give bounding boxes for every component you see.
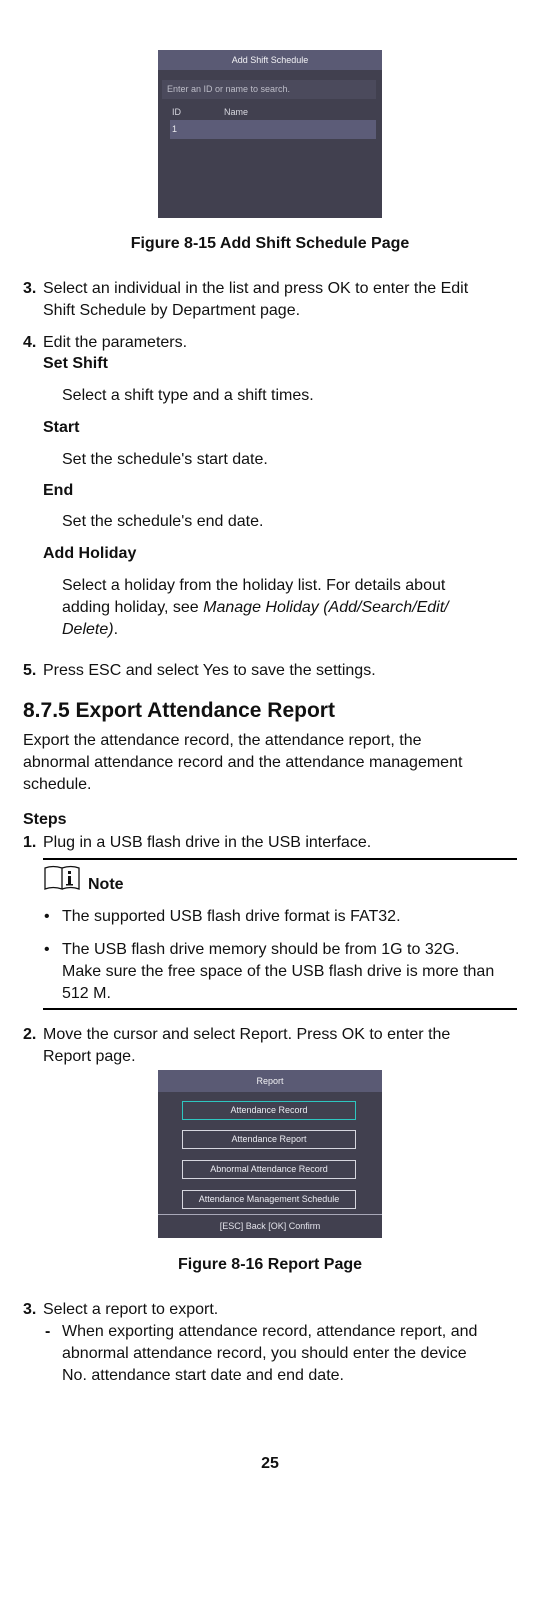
step-text: Select a report to export. [43, 1301, 219, 1318]
param-label: Add Holiday [43, 545, 137, 562]
step-number: 3. [23, 1301, 37, 1318]
bullet: • [44, 908, 50, 925]
note-item: The supported USB flash drive format is FAT32. [62, 908, 401, 925]
note-item: Make sure the free space of the USB flash drive is more than [62, 963, 495, 980]
note-item: 512 M. [62, 985, 111, 1002]
page-number: 25 [261, 1455, 279, 1472]
screen-title: Add Shift Schedule [158, 50, 382, 70]
screen-footer: [ESC] Back [OK] Confirm [219, 1221, 321, 1231]
param-desc: Select a holiday from the holiday list. For details about [62, 577, 446, 594]
sub-item: No. attendance start date and end date. [62, 1367, 344, 1384]
step-number: 4. [23, 334, 37, 351]
intro-text: abnormal attendance record and the attendance management [23, 754, 463, 771]
step-text: Report page. [43, 1048, 136, 1065]
cross-reference-link[interactable]: Manage Holiday (Add/Search/Edit/ [203, 599, 449, 616]
step-text: Press ESC and select Yes to save the settings. [43, 662, 376, 679]
row-id: 1 [172, 124, 178, 134]
param-label: End [43, 482, 74, 499]
param-label: Start [43, 419, 80, 436]
add-shift-schedule-screen [158, 50, 382, 218]
param-desc: Set the schedule's start date. [62, 451, 268, 468]
attendance-management-schedule-button[interactable]: Attendance Management Schedule [182, 1190, 356, 1209]
step-text: Shift Schedule by Department page. [43, 302, 301, 319]
step-text: Plug in a USB flash drive in the USB interface. [43, 834, 372, 851]
step-text: Edit the parameters. [43, 334, 188, 351]
cross-reference-link[interactable]: Delete) [62, 621, 114, 638]
attendance-report-button[interactable]: Attendance Report [182, 1130, 356, 1149]
note-item: The USB flash drive memory should be from 1G to 32G. [62, 941, 460, 958]
step-text: Move the cursor and select Report. Press OK to enter the [43, 1026, 451, 1043]
step-number: 5. [23, 662, 37, 679]
step-number: 2. [23, 1026, 37, 1043]
screen-title: Report [158, 1070, 382, 1092]
abnormal-attendance-record-button[interactable]: Abnormal Attendance Record [182, 1160, 356, 1179]
sub-item: When exporting attendance record, attendance report, and [62, 1323, 478, 1340]
desc-text: adding holiday, see [62, 599, 204, 616]
step-number: 3. [23, 280, 37, 297]
steps-label: Steps [23, 811, 67, 828]
step-text: Select an individual in the list and press OK to enter the Edit [43, 280, 469, 297]
dash-marker: - [45, 1323, 51, 1340]
param-desc: Select a shift type and a shift times. [62, 387, 314, 404]
param-desc [62, 619, 118, 641]
param-desc [62, 597, 449, 619]
desc-text: . [113, 621, 119, 638]
column-header-id: ID [172, 107, 181, 117]
attendance-record-button[interactable]: Attendance Record [182, 1101, 356, 1120]
figure-caption: Figure 8-16 Report Page [177, 1256, 363, 1273]
note-label: Note [88, 876, 124, 893]
param-label: Set Shift [43, 355, 108, 372]
figure-caption: Figure 8-15 Add Shift Schedule Page [130, 235, 410, 252]
param-desc: Set the schedule's end date. [62, 513, 264, 530]
table-row[interactable] [170, 120, 376, 139]
sub-item: abnormal attendance record, you should enter the device [62, 1345, 467, 1362]
column-header-name: Name [224, 107, 249, 117]
intro-text: Export the attendance record, the attendance report, the [23, 732, 422, 749]
note-top-rule [43, 858, 517, 860]
search-input[interactable]: Enter an ID or name to search. [162, 80, 376, 99]
intro-text: schedule. [23, 776, 92, 793]
section-heading: 8.7.5 Export Attendance Report [23, 699, 335, 722]
report-screen [158, 1070, 382, 1238]
bullet: • [44, 941, 50, 958]
step-number: 1. [23, 834, 37, 851]
note-bottom-rule [43, 1008, 517, 1010]
info-icon [43, 864, 81, 892]
